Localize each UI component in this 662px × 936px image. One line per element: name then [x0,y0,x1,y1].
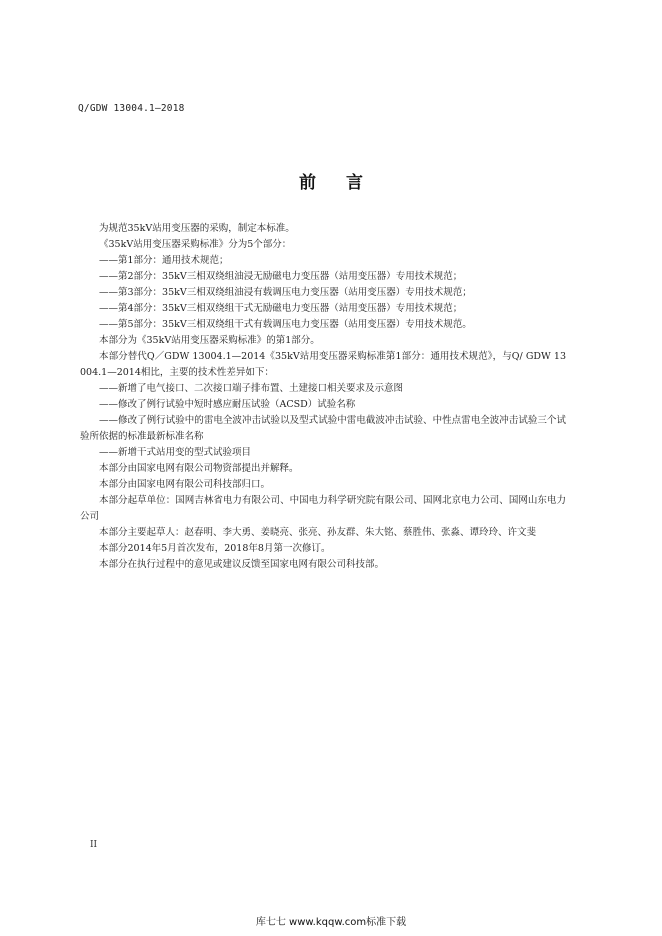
paragraph: ——第4部分：35kV三相双绕组干式无励磁电力变压器（站用变压器）专用技术规范； [99,303,463,314]
paragraph: 本部分由国家电网有限公司科技部归口。 [99,479,271,490]
paragraph: ——修改了例行试验中的雷电全波冲击试验以及型式试验中雷电截波冲击试验、中性点雷电全波冲击试验三个试验所依据的标准最新标准名称 [80,415,566,442]
paragraph: ——第2部分：35kV三相双绕组油浸无励磁电力变压器（站用变压器）专用技术规范； [99,271,463,282]
page-title [0,168,662,193]
foreword-body [80,221,566,573]
paragraph: 本部分起草单位：国网吉林省电力有限公司、中国电力科学研究院有限公司、国网北京电力公司、国网山东电力公司 [80,495,566,522]
paragraph: ——第1部分：通用技术规范； [99,255,229,266]
paragraph: 本部分在执行过程中的意见或建议反馈至国家电网有限公司科技部。 [99,559,385,570]
paragraph: 《35kV站用变压器采购标准》分为5个部分： [99,239,292,250]
paragraph: ——修改了例行试验中短时感应耐压试验（ACSD）试验名称 [99,399,356,410]
title-char-1: 前 [299,173,316,193]
paragraph: ——第3部分：35kV三相双绕组油浸有载调压电力变压器（站用变压器）专用技术规范； [99,287,472,298]
title-char-2: 言 [346,173,363,193]
paragraph: 本部分为《35kV站用变压器采购标准》的第1部分。 [99,335,320,346]
page-number: II [90,840,98,850]
paragraph: ——第5部分：35kV三相双绕组干式有载调压电力变压器（站用变压器）专用技术规范。 [99,319,472,330]
footer-watermark[interactable]: 库七七 www.kqqw.com标准下载 [255,917,407,928]
paragraph: 为规范35kV站用变压器的采购，制定本标准。 [99,223,295,234]
document-code: Q/GDW 13004.1—2018 [78,103,185,114]
paragraph: 本部分由国家电网有限公司物资部提出并解释。 [99,463,299,474]
paragraph: ——新增干式站用变的型式试验项目 [99,447,252,458]
paragraph: ——新增了电气接口、二次接口端子排布置、土建接口相关要求及示意图 [99,383,404,394]
paragraph: 本部分2014年5月首次发布，2018年8月第一次修订。 [99,543,331,554]
paragraph: 本部分替代Q／GDW 13004.1—2014《35kV站用变压器采购标准第1部分：通用技术规范》，与Q/ GDW 13004.1—2014相比，主要的技术性差异如下： [80,351,566,378]
paragraph: 本部分主要起草人：赵春明、李大勇、姜晓亮、张亮、孙友群、朱大铭、蔡胜伟、张淼、谭玲玲、许文斐 [99,527,537,538]
